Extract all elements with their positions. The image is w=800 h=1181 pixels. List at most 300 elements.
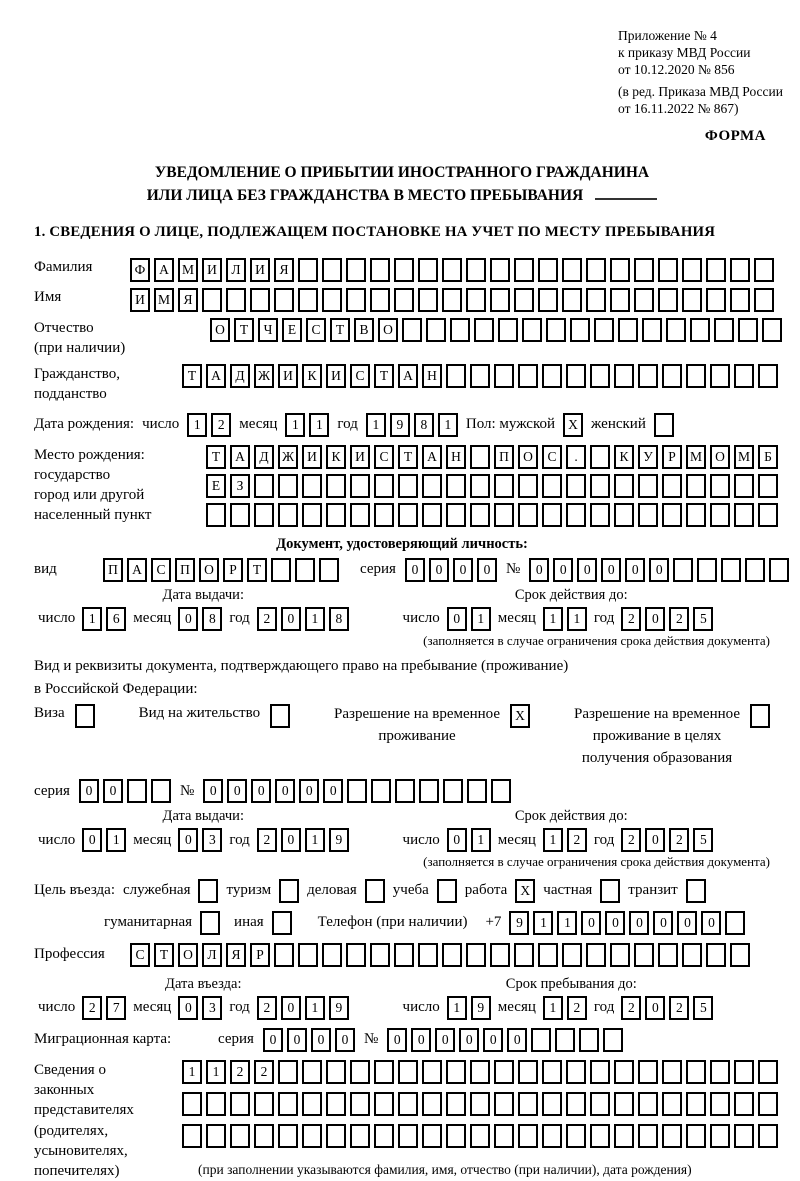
char-cell[interactable] [470,1124,490,1148]
char-cell[interactable]: К [326,445,346,469]
char-cell[interactable] [610,288,630,312]
char-cell[interactable]: 0 [287,1028,307,1052]
char-cell[interactable] [514,288,534,312]
char-cell[interactable] [686,1060,706,1084]
char-cell[interactable]: 1 [557,911,577,935]
char-cell[interactable] [730,943,750,967]
char-cell[interactable] [566,1092,586,1116]
char-cell[interactable] [370,258,390,282]
char-cell[interactable] [398,1124,418,1148]
char-cell[interactable]: 0 [483,1028,503,1052]
char-cell[interactable]: О [210,318,230,342]
char-cell[interactable] [490,943,510,967]
char-cell[interactable] [614,364,634,388]
char-cell[interactable]: С [374,445,394,469]
char-cell[interactable] [542,474,562,498]
char-cell[interactable]: 2 [669,828,689,852]
char-cell[interactable] [365,879,385,903]
char-cell[interactable] [230,1124,250,1148]
char-cell[interactable]: 0 [335,1028,355,1052]
char-cell[interactable] [603,1028,623,1052]
patronymic-input[interactable] [210,318,782,342]
char-cell[interactable] [446,1124,466,1148]
char-cell[interactable] [690,318,710,342]
char-cell[interactable] [230,1092,250,1116]
char-cell[interactable] [566,364,586,388]
char-cell[interactable] [350,1092,370,1116]
char-cell[interactable]: 1 [533,911,553,935]
char-cell[interactable] [638,1092,658,1116]
char-cell[interactable] [278,503,298,527]
char-cell[interactable] [298,288,318,312]
purpose-tourism-checkbox[interactable] [279,879,299,903]
char-cell[interactable]: 2 [211,413,231,437]
char-cell[interactable] [418,288,438,312]
char-cell[interactable]: И [278,364,298,388]
char-cell[interactable] [758,474,778,498]
char-cell[interactable] [274,288,294,312]
char-cell[interactable] [566,1124,586,1148]
char-cell[interactable] [326,503,346,527]
char-cell[interactable]: 0 [653,911,673,935]
edu-residence-checkbox[interactable] [750,704,770,728]
char-cell[interactable]: 1 [285,413,305,437]
char-cell[interactable] [745,558,765,582]
char-cell[interactable]: 0 [553,558,573,582]
char-cell[interactable]: 0 [529,558,549,582]
birth-place-input-row3[interactable] [206,503,778,527]
char-cell[interactable]: О [710,445,730,469]
char-cell[interactable] [322,288,342,312]
char-cell[interactable]: 5 [693,828,713,852]
char-cell[interactable] [295,558,315,582]
valid-month-input[interactable] [543,607,587,631]
char-cell[interactable]: С [306,318,326,342]
char-cell[interactable] [370,288,390,312]
char-cell[interactable] [394,288,414,312]
char-cell[interactable]: 0 [601,558,621,582]
char-cell[interactable]: 0 [435,1028,455,1052]
char-cell[interactable] [127,779,147,803]
purpose-other-checkbox[interactable] [272,911,292,935]
char-cell[interactable] [446,474,466,498]
char-cell[interactable]: Т [330,318,350,342]
char-cell[interactable] [730,288,750,312]
char-cell[interactable] [614,503,634,527]
char-cell[interactable]: X [510,704,530,728]
char-cell[interactable]: 0 [251,779,271,803]
char-cell[interactable]: 1 [305,996,325,1020]
char-cell[interactable] [738,318,758,342]
char-cell[interactable]: 1 [182,1060,202,1084]
char-cell[interactable] [710,503,730,527]
doc-type-input[interactable] [103,558,339,582]
char-cell[interactable] [443,779,463,803]
char-cell[interactable]: X [515,879,535,903]
char-cell[interactable] [725,911,745,935]
char-cell[interactable] [710,1060,730,1084]
purpose-official-checkbox[interactable] [198,879,218,903]
char-cell[interactable] [151,779,171,803]
char-cell[interactable] [422,1124,442,1148]
char-cell[interactable] [542,1092,562,1116]
char-cell[interactable]: 1 [305,828,325,852]
char-cell[interactable] [374,1124,394,1148]
char-cell[interactable]: Т [247,558,267,582]
char-cell[interactable]: 1 [187,413,207,437]
char-cell[interactable] [590,364,610,388]
char-cell[interactable]: Р [223,558,243,582]
char-cell[interactable]: Т [154,943,174,967]
issue-day-input[interactable] [82,607,126,631]
char-cell[interactable] [710,364,730,388]
char-cell[interactable] [586,943,606,967]
char-cell[interactable] [673,558,693,582]
char-cell[interactable]: 2 [669,607,689,631]
residence-issue-year-input[interactable] [257,828,349,852]
char-cell[interactable] [198,879,218,903]
profession-input[interactable] [130,943,750,967]
char-cell[interactable]: И [326,364,346,388]
char-cell[interactable]: 2 [621,996,641,1020]
char-cell[interactable]: 8 [329,607,349,631]
char-cell[interactable] [566,474,586,498]
char-cell[interactable]: Т [234,318,254,342]
char-cell[interactable] [614,1124,634,1148]
char-cell[interactable] [658,288,678,312]
char-cell[interactable] [374,474,394,498]
sex-male-checkbox[interactable] [563,413,583,437]
char-cell[interactable] [322,258,342,282]
char-cell[interactable]: Т [398,445,418,469]
char-cell[interactable] [686,474,706,498]
char-cell[interactable] [686,1092,706,1116]
residence-series-input[interactable] [79,779,171,803]
char-cell[interactable] [418,943,438,967]
char-cell[interactable]: 0 [387,1028,407,1052]
char-cell[interactable] [614,1060,634,1084]
char-cell[interactable]: С [350,364,370,388]
migration-number-input[interactable] [387,1028,623,1052]
char-cell[interactable] [346,258,366,282]
char-cell[interactable] [446,503,466,527]
char-cell[interactable] [638,364,658,388]
char-cell[interactable] [590,1060,610,1084]
char-cell[interactable] [226,288,246,312]
char-cell[interactable] [278,1124,298,1148]
char-cell[interactable]: 0 [79,779,99,803]
char-cell[interactable] [531,1028,551,1052]
char-cell[interactable] [662,1060,682,1084]
residence-number-input[interactable] [203,779,511,803]
char-cell[interactable]: 2 [257,996,277,1020]
purpose-study-checkbox[interactable] [437,879,457,903]
char-cell[interactable]: Д [230,364,250,388]
char-cell[interactable] [734,1060,754,1084]
char-cell[interactable] [494,364,514,388]
char-cell[interactable]: 0 [263,1028,283,1052]
char-cell[interactable] [422,1092,442,1116]
char-cell[interactable] [474,318,494,342]
char-cell[interactable] [422,1060,442,1084]
issue-year-input[interactable] [257,607,349,631]
char-cell[interactable]: 2 [254,1060,274,1084]
char-cell[interactable] [638,503,658,527]
char-cell[interactable] [442,288,462,312]
char-cell[interactable] [470,474,490,498]
char-cell[interactable] [682,258,702,282]
char-cell[interactable]: 0 [178,607,198,631]
stay-month-input[interactable] [543,996,587,1020]
char-cell[interactable]: Л [226,258,246,282]
char-cell[interactable] [518,474,538,498]
char-cell[interactable]: 0 [625,558,645,582]
char-cell[interactable] [590,445,610,469]
char-cell[interactable] [394,258,414,282]
char-cell[interactable]: О [199,558,219,582]
char-cell[interactable]: И [202,258,222,282]
char-cell[interactable] [322,943,342,967]
char-cell[interactable] [200,911,220,935]
char-cell[interactable] [754,288,774,312]
char-cell[interactable]: 2 [567,828,587,852]
char-cell[interactable] [494,474,514,498]
char-cell[interactable] [686,1124,706,1148]
char-cell[interactable] [371,779,391,803]
migration-series-input[interactable] [263,1028,355,1052]
char-cell[interactable] [610,258,630,282]
char-cell[interactable] [398,1092,418,1116]
char-cell[interactable]: 0 [82,828,102,852]
char-cell[interactable] [758,1124,778,1148]
surname-input[interactable] [130,258,774,282]
char-cell[interactable] [302,1092,322,1116]
char-cell[interactable] [182,1124,202,1148]
residence-valid-day-input[interactable] [447,828,491,852]
char-cell[interactable] [634,258,654,282]
char-cell[interactable] [590,1092,610,1116]
char-cell[interactable]: 0 [178,996,198,1020]
char-cell[interactable] [654,413,674,437]
char-cell[interactable]: 0 [275,779,295,803]
char-cell[interactable] [542,503,562,527]
char-cell[interactable] [518,1124,538,1148]
char-cell[interactable] [754,258,774,282]
issue-month-input[interactable] [178,607,222,631]
char-cell[interactable] [662,503,682,527]
char-cell[interactable] [697,558,717,582]
char-cell[interactable] [350,474,370,498]
char-cell[interactable] [350,503,370,527]
char-cell[interactable] [470,445,490,469]
char-cell[interactable] [542,1124,562,1148]
char-cell[interactable]: А [154,258,174,282]
char-cell[interactable] [254,503,274,527]
char-cell[interactable]: 1 [567,607,587,631]
char-cell[interactable]: 0 [577,558,597,582]
char-cell[interactable]: 1 [471,828,491,852]
char-cell[interactable] [542,364,562,388]
representatives-input-row3[interactable] [182,1124,778,1148]
char-cell[interactable] [494,1124,514,1148]
char-cell[interactable]: Я [226,943,246,967]
entry-day-input[interactable] [82,996,126,1020]
char-cell[interactable]: 0 [629,911,649,935]
char-cell[interactable] [370,943,390,967]
char-cell[interactable]: Е [206,474,226,498]
residence-valid-year-input[interactable] [621,828,713,852]
char-cell[interactable]: 2 [230,1060,250,1084]
purpose-transit-checkbox[interactable] [686,879,706,903]
char-cell[interactable]: 1 [447,996,467,1020]
char-cell[interactable]: 0 [311,1028,331,1052]
char-cell[interactable]: 1 [543,607,563,631]
char-cell[interactable]: М [178,258,198,282]
char-cell[interactable]: 9 [509,911,529,935]
char-cell[interactable]: 2 [82,996,102,1020]
char-cell[interactable] [494,1060,514,1084]
char-cell[interactable]: Р [662,445,682,469]
char-cell[interactable]: Р [250,943,270,967]
char-cell[interactable] [346,288,366,312]
char-cell[interactable] [446,364,466,388]
char-cell[interactable] [734,503,754,527]
char-cell[interactable] [466,943,486,967]
char-cell[interactable] [566,503,586,527]
char-cell[interactable]: 2 [257,607,277,631]
char-cell[interactable]: О [518,445,538,469]
char-cell[interactable] [562,258,582,282]
char-cell[interactable] [594,318,614,342]
char-cell[interactable] [734,1092,754,1116]
char-cell[interactable] [206,1092,226,1116]
char-cell[interactable]: 0 [649,558,669,582]
char-cell[interactable]: 0 [645,607,665,631]
char-cell[interactable]: 1 [309,413,329,437]
citizenship-input[interactable] [182,364,778,388]
char-cell[interactable] [350,1124,370,1148]
char-cell[interactable]: 3 [202,996,222,1020]
char-cell[interactable]: 1 [106,828,126,852]
char-cell[interactable]: 0 [103,779,123,803]
char-cell[interactable] [734,474,754,498]
char-cell[interactable] [555,1028,575,1052]
char-cell[interactable] [271,558,291,582]
char-cell[interactable] [710,1124,730,1148]
birth-year-input[interactable] [366,413,458,437]
char-cell[interactable] [579,1028,599,1052]
char-cell[interactable]: 1 [543,828,563,852]
purpose-work-checkbox[interactable] [515,879,535,903]
birth-month-input[interactable] [285,413,329,437]
char-cell[interactable]: 0 [203,779,223,803]
char-cell[interactable]: О [378,318,398,342]
char-cell[interactable]: И [250,258,270,282]
char-cell[interactable]: А [398,364,418,388]
char-cell[interactable] [279,879,299,903]
char-cell[interactable] [272,911,292,935]
valid-day-input[interactable] [447,607,491,631]
char-cell[interactable] [614,1092,634,1116]
name-input[interactable] [130,288,774,312]
char-cell[interactable]: А [230,445,250,469]
char-cell[interactable]: 0 [429,558,449,582]
char-cell[interactable]: 0 [281,996,301,1020]
char-cell[interactable]: 0 [447,607,467,631]
char-cell[interactable] [398,474,418,498]
char-cell[interactable] [721,558,741,582]
char-cell[interactable]: О [178,943,198,967]
char-cell[interactable] [686,879,706,903]
char-cell[interactable] [498,318,518,342]
char-cell[interactable]: Е [282,318,302,342]
char-cell[interactable] [538,258,558,282]
char-cell[interactable]: Н [446,445,466,469]
char-cell[interactable]: У [638,445,658,469]
birth-day-input[interactable] [187,413,231,437]
char-cell[interactable]: С [542,445,562,469]
char-cell[interactable]: 8 [414,413,434,437]
char-cell[interactable]: 0 [281,607,301,631]
char-cell[interactable] [326,1124,346,1148]
char-cell[interactable]: Т [206,445,226,469]
char-cell[interactable] [446,1060,466,1084]
char-cell[interactable] [470,503,490,527]
char-cell[interactable] [419,779,439,803]
char-cell[interactable] [446,1092,466,1116]
birth-place-input-row1[interactable] [206,445,778,469]
char-cell[interactable] [418,258,438,282]
char-cell[interactable]: 0 [299,779,319,803]
char-cell[interactable] [302,503,322,527]
char-cell[interactable] [470,364,490,388]
char-cell[interactable]: 0 [459,1028,479,1052]
char-cell[interactable]: 9 [471,996,491,1020]
char-cell[interactable]: 0 [581,911,601,935]
char-cell[interactable] [426,318,446,342]
char-cell[interactable] [686,503,706,527]
char-cell[interactable] [422,474,442,498]
char-cell[interactable] [442,258,462,282]
char-cell[interactable] [634,943,654,967]
char-cell[interactable] [730,258,750,282]
char-cell[interactable]: 0 [677,911,697,935]
char-cell[interactable] [254,1124,274,1148]
char-cell[interactable]: П [494,445,514,469]
char-cell[interactable] [586,258,606,282]
char-cell[interactable]: 9 [390,413,410,437]
char-cell[interactable]: 7 [106,996,126,1020]
char-cell[interactable]: М [686,445,706,469]
char-cell[interactable]: К [302,364,322,388]
char-cell[interactable] [326,474,346,498]
char-cell[interactable] [298,258,318,282]
char-cell[interactable]: Ч [258,318,278,342]
char-cell[interactable]: Т [182,364,202,388]
char-cell[interactable] [326,1092,346,1116]
char-cell[interactable] [395,779,415,803]
char-cell[interactable] [662,1092,682,1116]
char-cell[interactable] [278,474,298,498]
char-cell[interactable] [319,558,339,582]
char-cell[interactable]: 0 [477,558,497,582]
char-cell[interactable] [374,1060,394,1084]
char-cell[interactable]: 1 [438,413,458,437]
char-cell[interactable] [398,1060,418,1084]
char-cell[interactable] [538,288,558,312]
char-cell[interactable]: 0 [645,996,665,1020]
char-cell[interactable] [347,779,367,803]
